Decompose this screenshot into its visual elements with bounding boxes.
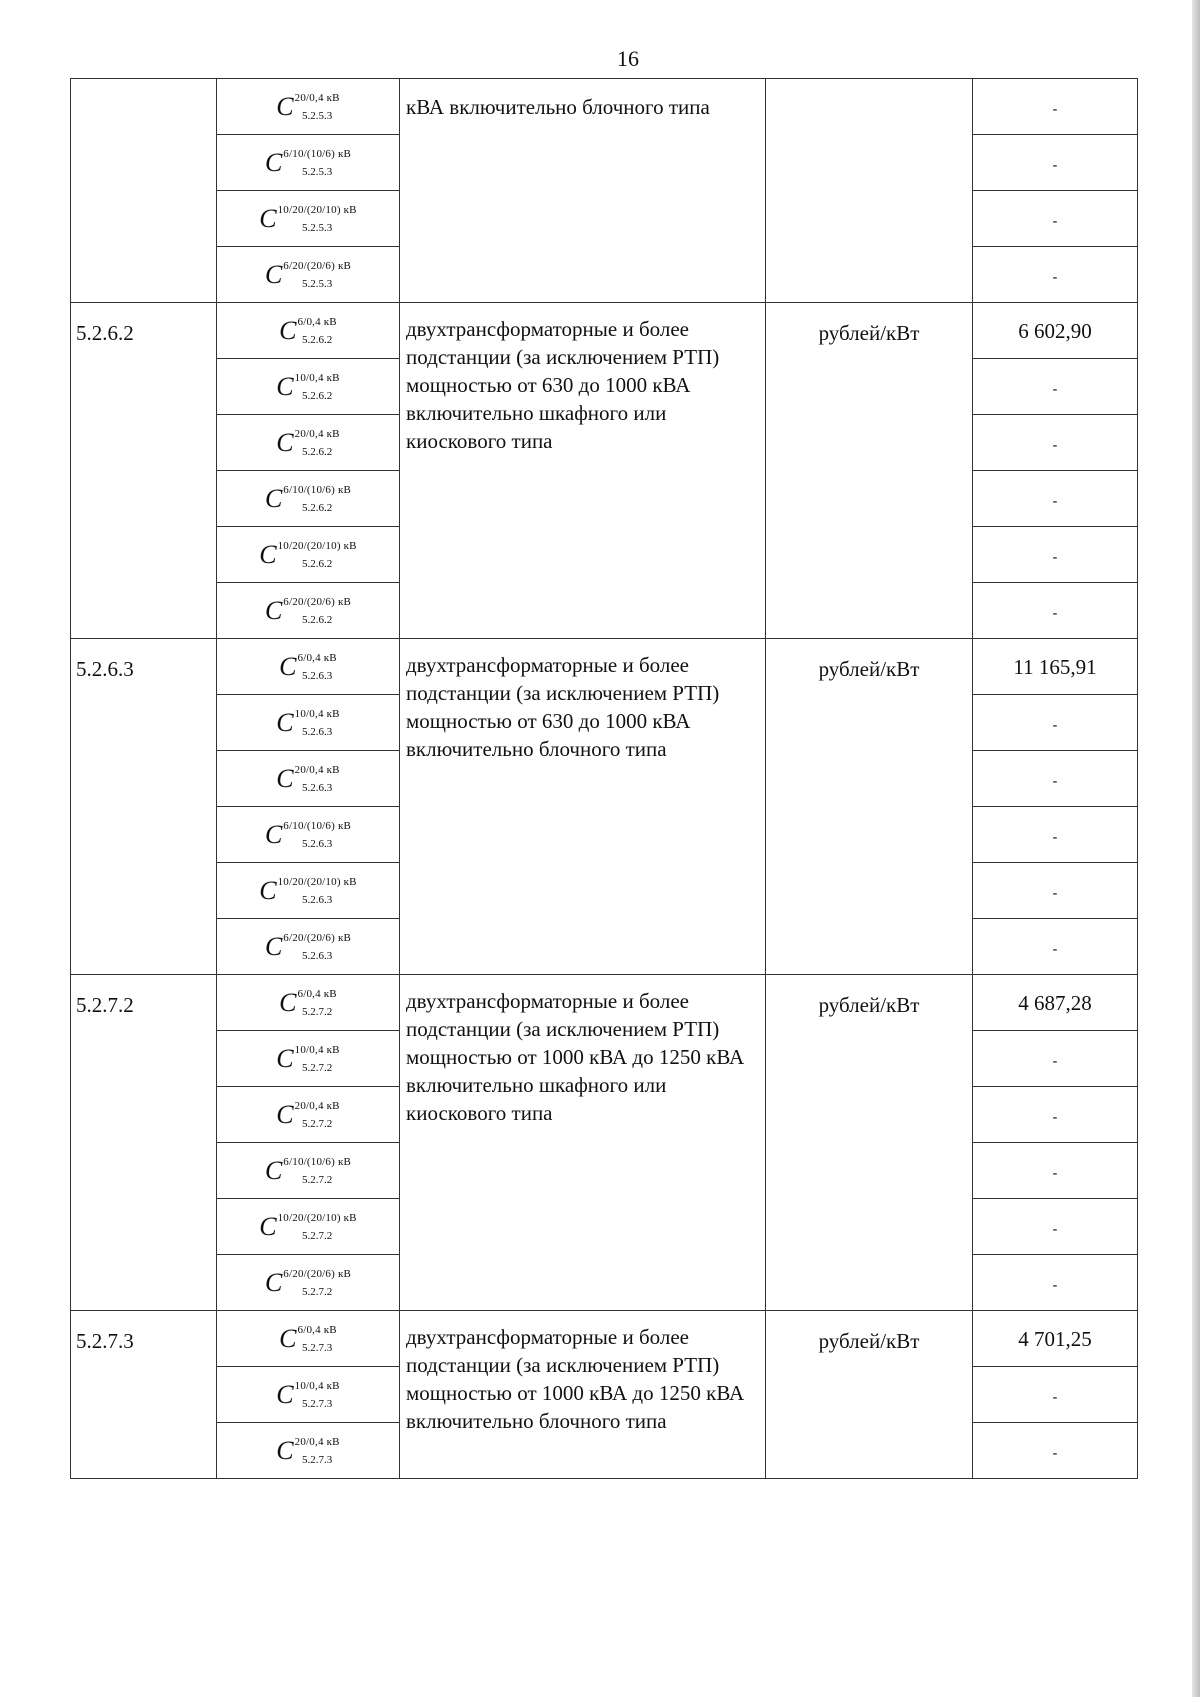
tariff-symbol-index: 5.2.5.3 [302,277,333,290]
tariff-value-text: - [1052,382,1058,397]
tariff-symbol [265,820,351,850]
tariff-symbol-letter: C [264,483,283,513]
tariff-value-text: 6 602,90 [1018,319,1092,343]
tariff-symbol-voltage: 6/0,4 кВ [297,315,337,328]
tariff-value-text: - [1052,1222,1058,1237]
tariff-value-text: - [1052,158,1058,173]
tariff-symbol-letter: C [276,763,294,793]
tariff-symbol-index: 5.2.6.3 [302,725,333,738]
tariff-symbol-voltage: 6/20/(20/6) кВ [283,595,352,608]
tariff-symbol [276,708,339,738]
tariff-symbol-index: 5.2.6.3 [302,781,333,794]
tariff-table [70,78,1138,1479]
tariff-symbol-letter: C [279,651,297,681]
table-row [71,1311,1138,1367]
tariff-symbol-voltage: 10/20/(20/10) кВ [277,875,357,888]
tariff-symbol-index: 5.2.6.3 [302,837,333,850]
tariff-symbol-index: 5.2.6.3 [302,669,333,682]
tariff-value [973,639,1138,695]
tariff-symbol-voltage: 10/20/(20/10) кВ [277,1211,357,1224]
tariff-symbol-index: 5.2.7.2 [302,1229,333,1242]
tariff-symbol-letter: C [264,259,283,289]
table-row [71,79,1138,135]
tariff-symbol-voltage: 6/10/(10/6) кВ [283,147,352,160]
tariff-symbol-voltage: 10/0,4 кВ [294,1379,340,1392]
scan-edge-shadow [1192,0,1200,1697]
tariff-symbol-index: 5.2.5.3 [302,165,333,178]
tariff-symbol-cell [217,1087,400,1143]
tariff-symbol [259,540,356,570]
tariff-symbol [265,148,351,178]
table-row [71,975,1138,1031]
tariff-value [973,751,1138,807]
tariff-value-text: - [1052,550,1058,565]
tariff-symbol-voltage: 10/0,4 кВ [294,371,340,384]
item-description: двухтрансформаторные и более подстанции (за исключением РТП) мощностью от 1000 кВА до 1250 кВА включительно шкафного или киоскового типа [400,975,766,1311]
tariff-symbol-index: 5.2.6.2 [302,613,333,626]
item-unit [766,79,973,303]
tariff-symbol-letter: C [276,371,294,401]
tariff-value-text: - [1052,1390,1058,1405]
tariff-symbol-letter: C [264,1155,283,1185]
tariff-value [973,1367,1138,1423]
tariff-symbol-index: 5.2.7.3 [302,1341,333,1354]
tariff-symbol [265,484,351,514]
tariff-symbol-cell [217,191,400,247]
tariff-symbol-letter: C [259,875,277,905]
tariff-symbol-voltage: 10/20/(20/10) кВ [277,539,357,552]
tariff-value-text: - [1052,606,1058,621]
tariff-symbol-cell [217,807,400,863]
tariff-value [973,1199,1138,1255]
tariff-value [973,1143,1138,1199]
tariff-symbol-cell [217,695,400,751]
tariff-symbol-cell [217,919,400,975]
tariff-symbol-cell [217,975,400,1031]
tariff-symbol-index: 5.2.6.3 [302,893,333,906]
tariff-value [973,695,1138,751]
tariff-symbol [276,428,339,458]
tariff-value [973,359,1138,415]
tariff-symbol-voltage: 6/10/(10/6) кВ [283,1155,352,1168]
tariff-value [973,919,1138,975]
tariff-value [973,1423,1138,1479]
tariff-symbol-index: 5.2.7.2 [302,1005,333,1018]
item-code: 5.2.6.3 [71,639,217,975]
tariff-symbol-cell [217,1255,400,1311]
tariff-value-text: - [1052,774,1058,789]
tariff-value-text: - [1052,886,1058,901]
tariff-value-text: - [1052,1166,1058,1181]
tariff-symbol-letter: C [276,1379,294,1409]
tariff-value-text: 4 701,25 [1018,1327,1092,1351]
tariff-symbol-voltage: 6/20/(20/6) кВ [283,1267,352,1280]
tariff-value [973,1255,1138,1311]
tariff-value [973,415,1138,471]
tariff-symbol-voltage: 20/0,4 кВ [294,427,340,440]
item-code: 5.2.7.2 [71,975,217,1311]
table-row [71,639,1138,695]
tariff-symbol-cell [217,135,400,191]
tariff-symbol-letter: C [259,539,277,569]
tariff-symbol-letter: C [276,707,294,737]
tariff-symbol-letter: C [276,427,294,457]
tariff-symbol [276,1044,339,1074]
tariff-symbol-cell [217,247,400,303]
tariff-symbol [279,1324,337,1354]
tariff-symbol [259,1212,356,1242]
tariff-value-text: - [1052,494,1058,509]
tariff-symbol-index: 5.2.6.2 [302,445,333,458]
tariff-symbol-voltage: 6/0,4 кВ [297,651,337,664]
item-description: двухтрансформаторные и более подстанции (за исключением РТП) мощностью от 1000 кВА до 1250 кВА включительно блочного типа [400,1311,766,1479]
tariff-symbol-letter: C [264,931,283,961]
tariff-symbol-voltage: 6/0,4 кВ [297,987,337,1000]
tariff-symbol [265,1268,351,1298]
tariff-value-text: - [1052,270,1058,285]
tariff-symbol-index: 5.2.6.2 [302,557,333,570]
tariff-value [973,583,1138,639]
item-description: двухтрансформаторные и более подстанции (за исключением РТП) мощностью от 630 до 1000 кВА включительно шкафного или киоскового типа [400,303,766,639]
tariff-symbol-index: 5.2.7.3 [302,1453,333,1466]
tariff-symbol-voltage: 20/0,4 кВ [294,91,340,104]
tariff-value-text: - [1052,718,1058,733]
tariff-value [973,303,1138,359]
tariff-value [973,247,1138,303]
page-number: 16 [617,46,639,71]
tariff-symbol-voltage: 10/0,4 кВ [294,707,340,720]
tariff-symbol-cell [217,1143,400,1199]
tariff-symbol [276,764,339,794]
tariff-symbol-voltage: 10/0,4 кВ [294,1043,340,1056]
tariff-value-text: - [1052,102,1058,117]
tariff-value [973,1311,1138,1367]
tariff-value [973,975,1138,1031]
tariff-symbol-voltage: 20/0,4 кВ [294,1099,340,1112]
tariff-symbol [265,1156,351,1186]
item-unit: рублей/кВт [766,1311,973,1479]
item-description: кВА включительно блочного типа [400,79,766,303]
tariff-symbol-letter: C [264,595,283,625]
tariff-value-text: - [1052,214,1058,229]
tariff-symbol [276,1380,339,1410]
item-description: двухтрансформаторные и более подстанции (за исключением РТП) мощностью от 630 до 1000 кВА включительно блочного типа [400,639,766,975]
tariff-symbol-letter: C [264,147,283,177]
tariff-symbol-letter: C [259,203,277,233]
tariff-symbol-index: 5.2.6.2 [302,501,333,514]
tariff-symbol-cell [217,751,400,807]
tariff-symbol-letter: C [279,1323,297,1353]
tariff-symbol-cell [217,1031,400,1087]
tariff-table-body [71,79,1138,1479]
tariff-symbol-cell [217,303,400,359]
tariff-symbol [279,316,337,346]
tariff-symbol-cell [217,415,400,471]
tariff-symbol-index: 5.2.6.2 [302,389,333,402]
tariff-symbol-cell [217,863,400,919]
tariff-symbol [265,932,351,962]
tariff-symbol-voltage: 6/10/(10/6) кВ [283,819,352,832]
tariff-symbol-cell [217,639,400,695]
tariff-symbol-cell [217,527,400,583]
tariff-value [973,471,1138,527]
tariff-symbol-letter: C [264,1267,283,1297]
tariff-symbol [276,1436,339,1466]
tariff-symbol [276,1100,339,1130]
tariff-value [973,1031,1138,1087]
tariff-symbol-letter: C [276,1099,294,1129]
tariff-symbol-index: 5.2.7.2 [302,1173,333,1186]
tariff-value [973,527,1138,583]
tariff-symbol-voltage: 20/0,4 кВ [294,763,340,776]
tariff-value-text: - [1052,1446,1058,1461]
tariff-symbol-voltage: 6/20/(20/6) кВ [283,931,352,944]
tariff-value-text: - [1052,942,1058,957]
tariff-symbol-index: 5.2.7.2 [302,1117,333,1130]
tariff-symbol-index: 5.2.7.2 [302,1285,333,1298]
tariff-symbol-cell [217,1367,400,1423]
tariff-symbol-index: 5.2.5.3 [302,109,333,122]
tariff-symbol [276,372,339,402]
tariff-value [973,807,1138,863]
tariff-symbol-cell [217,471,400,527]
tariff-symbol [276,92,339,122]
tariff-symbol-cell [217,359,400,415]
tariff-value-text: 11 165,91 [1013,655,1097,679]
item-unit: рублей/кВт [766,303,973,639]
tariff-symbol-cell [217,1199,400,1255]
tariff-value-text: - [1052,1110,1058,1125]
tariff-symbol-voltage: 6/0,4 кВ [297,1323,337,1336]
tariff-value-text: - [1052,1278,1058,1293]
item-unit: рублей/кВт [766,975,973,1311]
tariff-symbol-cell [217,1311,400,1367]
tariff-symbol-voltage: 6/20/(20/6) кВ [283,259,352,272]
tariff-symbol [279,652,337,682]
tariff-symbol-letter: C [279,315,297,345]
tariff-symbol-voltage: 20/0,4 кВ [294,1435,340,1448]
tariff-value [973,79,1138,135]
tariff-value-text: - [1052,830,1058,845]
tariff-symbol-index: 5.2.6.3 [302,949,333,962]
tariff-symbol-letter: C [259,1211,277,1241]
tariff-value-text: - [1052,1054,1058,1069]
tariff-symbol-index: 5.2.6.2 [302,333,333,346]
tariff-symbol [265,596,351,626]
tariff-symbol [279,988,337,1018]
tariff-symbol-index: 5.2.7.2 [302,1061,333,1074]
tariff-symbol [259,876,356,906]
tariff-symbol-letter: C [279,987,297,1017]
tariff-symbol-cell [217,583,400,639]
tariff-value [973,863,1138,919]
tariff-symbol-letter: C [264,819,283,849]
tariff-symbol-index: 5.2.5.3 [302,221,333,234]
tariff-value [973,191,1138,247]
tariff-symbol-letter: C [276,1043,294,1073]
item-unit: рублей/кВт [766,639,973,975]
item-code: 5.2.7.3 [71,1311,217,1479]
tariff-symbol-letter: C [276,1435,294,1465]
tariff-symbol-index: 5.2.7.3 [302,1397,333,1410]
tariff-symbol [265,260,351,290]
tariff-symbol-letter: C [276,91,294,121]
tariff-symbol [259,204,356,234]
table-row [71,303,1138,359]
item-code [71,79,217,303]
item-code: 5.2.6.2 [71,303,217,639]
tariff-symbol-voltage: 10/20/(20/10) кВ [277,203,357,216]
tariff-value-text: 4 687,28 [1018,991,1092,1015]
tariff-symbol-cell [217,1423,400,1479]
tariff-value-text: - [1052,438,1058,453]
tariff-symbol-voltage: 6/10/(10/6) кВ [283,483,352,496]
tariff-value [973,1087,1138,1143]
tariff-value [973,135,1138,191]
tariff-symbol-cell [217,79,400,135]
